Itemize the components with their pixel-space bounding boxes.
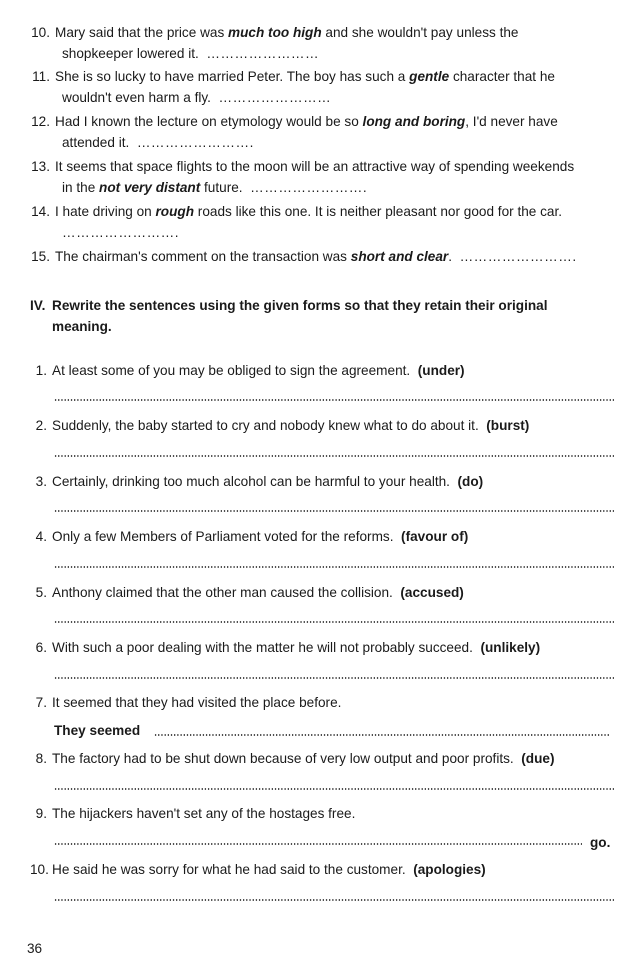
item-number: 9. <box>35 806 47 821</box>
item-number: 10. <box>30 862 49 877</box>
answer-line[interactable] <box>154 734 610 736</box>
item-text-line2: wouldn't even harm a fly. …………………… <box>62 90 332 105</box>
keyword: (burst) <box>486 418 530 433</box>
item-number: 8. <box>35 751 47 766</box>
answer-line[interactable] <box>54 899 614 901</box>
page-number: 36 <box>27 941 43 956</box>
answer-blank[interactable]: ……………………. <box>62 225 180 240</box>
item-number: 13. <box>31 159 50 174</box>
exercise-item <box>30 66 620 110</box>
answer-blank[interactable]: ……………………. <box>136 135 254 150</box>
exercise-item <box>30 201 620 245</box>
item-text: The hijackers haven't set any of the hostages free. <box>52 806 356 821</box>
item-text: Suddenly, the baby started to cry and nobody knew what to do about it. (burst) <box>52 418 530 433</box>
answer-tail-row <box>590 832 620 853</box>
item-text-line2: in the not very distant future. ……………………. <box>62 180 368 195</box>
answer-line[interactable] <box>54 677 614 679</box>
answer-line[interactable] <box>54 621 614 623</box>
section-number: IV. <box>30 298 46 313</box>
item-text-line2: attended it. ……………………. <box>62 135 254 150</box>
item-text: Had I known the lecture on etymology would be so long and boring, I'd never have <box>55 114 558 129</box>
answer-line[interactable] <box>54 843 582 845</box>
answer-blank[interactable]: …………………… <box>206 46 320 61</box>
answer-blank[interactable]: ……………………. <box>459 249 577 264</box>
item-text: It seems that space flights to the moon will be an attractive way of spending weekends <box>55 159 575 174</box>
item-number: 7. <box>35 695 47 710</box>
answer-tail: go. <box>590 835 611 850</box>
answer-line[interactable] <box>54 399 614 401</box>
item-text-line2 <box>62 222 620 243</box>
section-heading <box>30 295 620 339</box>
item-text: She is so lucky to have married Peter. The boy has such a gentle character that he <box>55 69 555 84</box>
item-text: Mary said that the price was much too high and she wouldn't pay unless the <box>55 25 519 40</box>
item-number: 3. <box>35 474 47 489</box>
answer-line[interactable] <box>54 510 614 512</box>
item-text: At least some of you may be obliged to sign the agreement. (under) <box>52 363 465 378</box>
keyword: (favour of) <box>401 529 469 544</box>
item-text: The factory had to be shut down because of very low output and poor profits. (due) <box>52 751 555 766</box>
answer-blank[interactable]: …………………… <box>218 90 332 105</box>
item-number: 12. <box>31 114 50 129</box>
exercise-item <box>30 246 620 268</box>
item-number: 10. <box>31 25 50 40</box>
item-number: 15. <box>31 249 50 264</box>
item-number: 11. <box>32 69 50 84</box>
section-instruction: Rewrite the sentences using the given forms so that they retain their original <box>52 298 548 313</box>
item-text: I hate driving on rough roads like this one. It is neither pleasant nor good for the car. <box>55 204 563 219</box>
item-number: 5. <box>35 585 47 600</box>
answer-lead: They seemed <box>54 723 141 738</box>
item-text: Certainly, drinking too much alcohol can be harmful to your health. (do) <box>52 474 484 489</box>
item-text: The chairman's comment on the transaction was short and clear. ……………………. <box>55 249 577 264</box>
keyword: (do) <box>457 474 484 489</box>
item-text: With such a poor dealing with the matter he will not probably succeed. (unlikely) <box>52 640 541 655</box>
item-text: He said he was sorry for what he had said to the customer. (apologies) <box>52 862 486 877</box>
exercise-item <box>30 156 620 200</box>
answer-line[interactable] <box>54 455 614 457</box>
exercise-item <box>30 22 620 66</box>
item-number: 2. <box>35 418 47 433</box>
keyword: (due) <box>521 751 555 766</box>
keyword: (accused) <box>400 585 464 600</box>
keyword: (under) <box>417 363 465 378</box>
item-text: Only a few Members of Parliament voted for the reforms. (favour of) <box>52 529 469 544</box>
item-text-line2: shopkeeper lowered it. …………………… <box>62 46 320 61</box>
answer-blank[interactable]: ……………………. <box>250 180 368 195</box>
item-number: 4. <box>35 529 47 544</box>
exercise-item <box>30 111 620 155</box>
keyword: (apologies) <box>413 862 486 877</box>
answer-line[interactable] <box>54 566 614 568</box>
item-number: 14. <box>31 204 50 219</box>
answer-line[interactable] <box>54 788 614 790</box>
keyword: (unlikely) <box>480 640 541 655</box>
item-text: Anthony claimed that the other man caused the collision. (accused) <box>52 585 464 600</box>
item-text: It seemed that they had visited the place before. <box>52 695 342 710</box>
section-instruction-line2: meaning. <box>52 319 112 334</box>
item-number: 1. <box>35 363 47 378</box>
item-number: 6. <box>35 640 47 655</box>
